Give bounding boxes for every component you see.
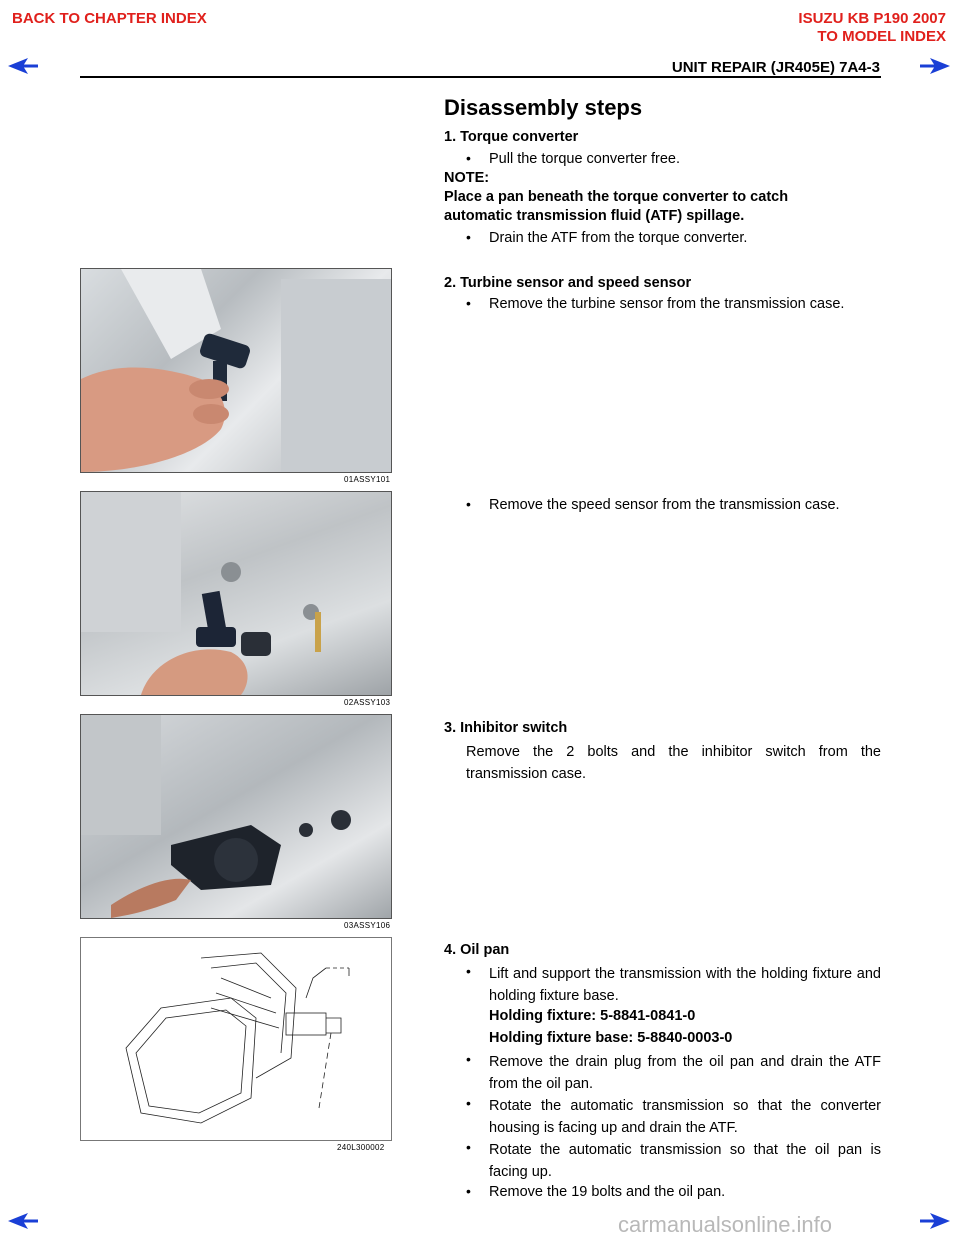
step-4-heading: 4. Oil pan [444, 942, 510, 958]
speed-sensor-photo [80, 491, 392, 696]
previous-page-arrow-icon[interactable] [6, 56, 40, 76]
step-2-bullet-1: Remove the turbine sensor from the transmission case. [489, 296, 845, 312]
bullet-icon: • [466, 295, 471, 311]
header-rule [80, 76, 881, 78]
inhibitor-switch-photo [80, 714, 392, 919]
back-to-chapter-index-link[interactable]: BACK TO CHAPTER INDEX [12, 10, 207, 27]
running-header: UNIT REPAIR (JR405E) 7A4-3 [671, 59, 880, 76]
bullet-icon: • [466, 1095, 471, 1111]
note-label: NOTE: [444, 170, 490, 186]
bullet-icon: • [466, 229, 471, 245]
step-1-bullet-2: Drain the ATF from the torque converter. [489, 230, 748, 246]
bullet-icon: • [466, 1139, 471, 1155]
next-page-arrow-icon[interactable] [918, 1211, 952, 1231]
step-4-bullet-4: Rotate the automatic transmission so that the oil pan is facing up. [489, 1142, 881, 1180]
holding-fixture-part: Holding fixture: 5-8841-0841-0 [489, 1008, 696, 1024]
bullet-icon: • [466, 1183, 471, 1199]
step-3-body: Remove the 2 bolts and the inhibitor switch from the transmission case. [466, 744, 881, 782]
holding-fixture-drawing [80, 937, 392, 1141]
section-title: Disassembly steps [444, 95, 643, 120]
bullet-icon: • [466, 496, 471, 512]
bullet-icon: • [466, 150, 471, 166]
watermark: carmanualsonline.info [618, 1212, 833, 1237]
holding-fixture-base-part: Holding fixture base: 5-8840-0003-0 [489, 1030, 733, 1046]
figure-4-caption: 240L300002 [337, 1143, 385, 1152]
bullet-icon: • [466, 1051, 471, 1067]
step-4-bullet-2: Remove the drain plug from the oil pan and drain the ATF from the oil pan. [489, 1054, 881, 1092]
bullet-icon: • [466, 963, 471, 979]
figure-3-caption: 03ASSY106 [344, 921, 391, 930]
next-page-arrow-icon[interactable] [918, 56, 952, 76]
step-1-bullet-1: Pull the torque converter free. [489, 151, 681, 167]
turbine-sensor-photo [80, 268, 392, 473]
figure-2-caption: 02ASSY103 [344, 698, 391, 707]
step-4-bullet-3: Rotate the automatic transmission so that the converter housing is facing up and drain the ATF. [489, 1098, 881, 1136]
step-2-heading: 2. Turbine sensor and speed sensor [444, 275, 692, 291]
model-index-link[interactable] [798, 10, 946, 46]
note-text: Place a pan beneath the torque converter to catch automatic transmission fluid (ATF) spillage. [444, 189, 789, 224]
step-2-bullet-2: Remove the speed sensor from the transmission case. [489, 497, 840, 513]
model-title[interactable]: ISUZU KB P190 2007 [798, 10, 946, 27]
step-1-heading: 1. Torque converter [444, 129, 579, 145]
step-3-heading: 3. Inhibitor switch [444, 720, 568, 736]
previous-page-arrow-icon[interactable] [6, 1211, 40, 1231]
figure-1-caption: 01ASSY101 [344, 475, 391, 484]
to-model-index[interactable]: TO MODEL INDEX [817, 28, 946, 45]
step-4-bullet-5: Remove the 19 bolts and the oil pan. [489, 1184, 726, 1200]
step-4-bullet-1: Lift and support the transmission with the holding fixture and holding fixture base. [489, 966, 881, 1004]
